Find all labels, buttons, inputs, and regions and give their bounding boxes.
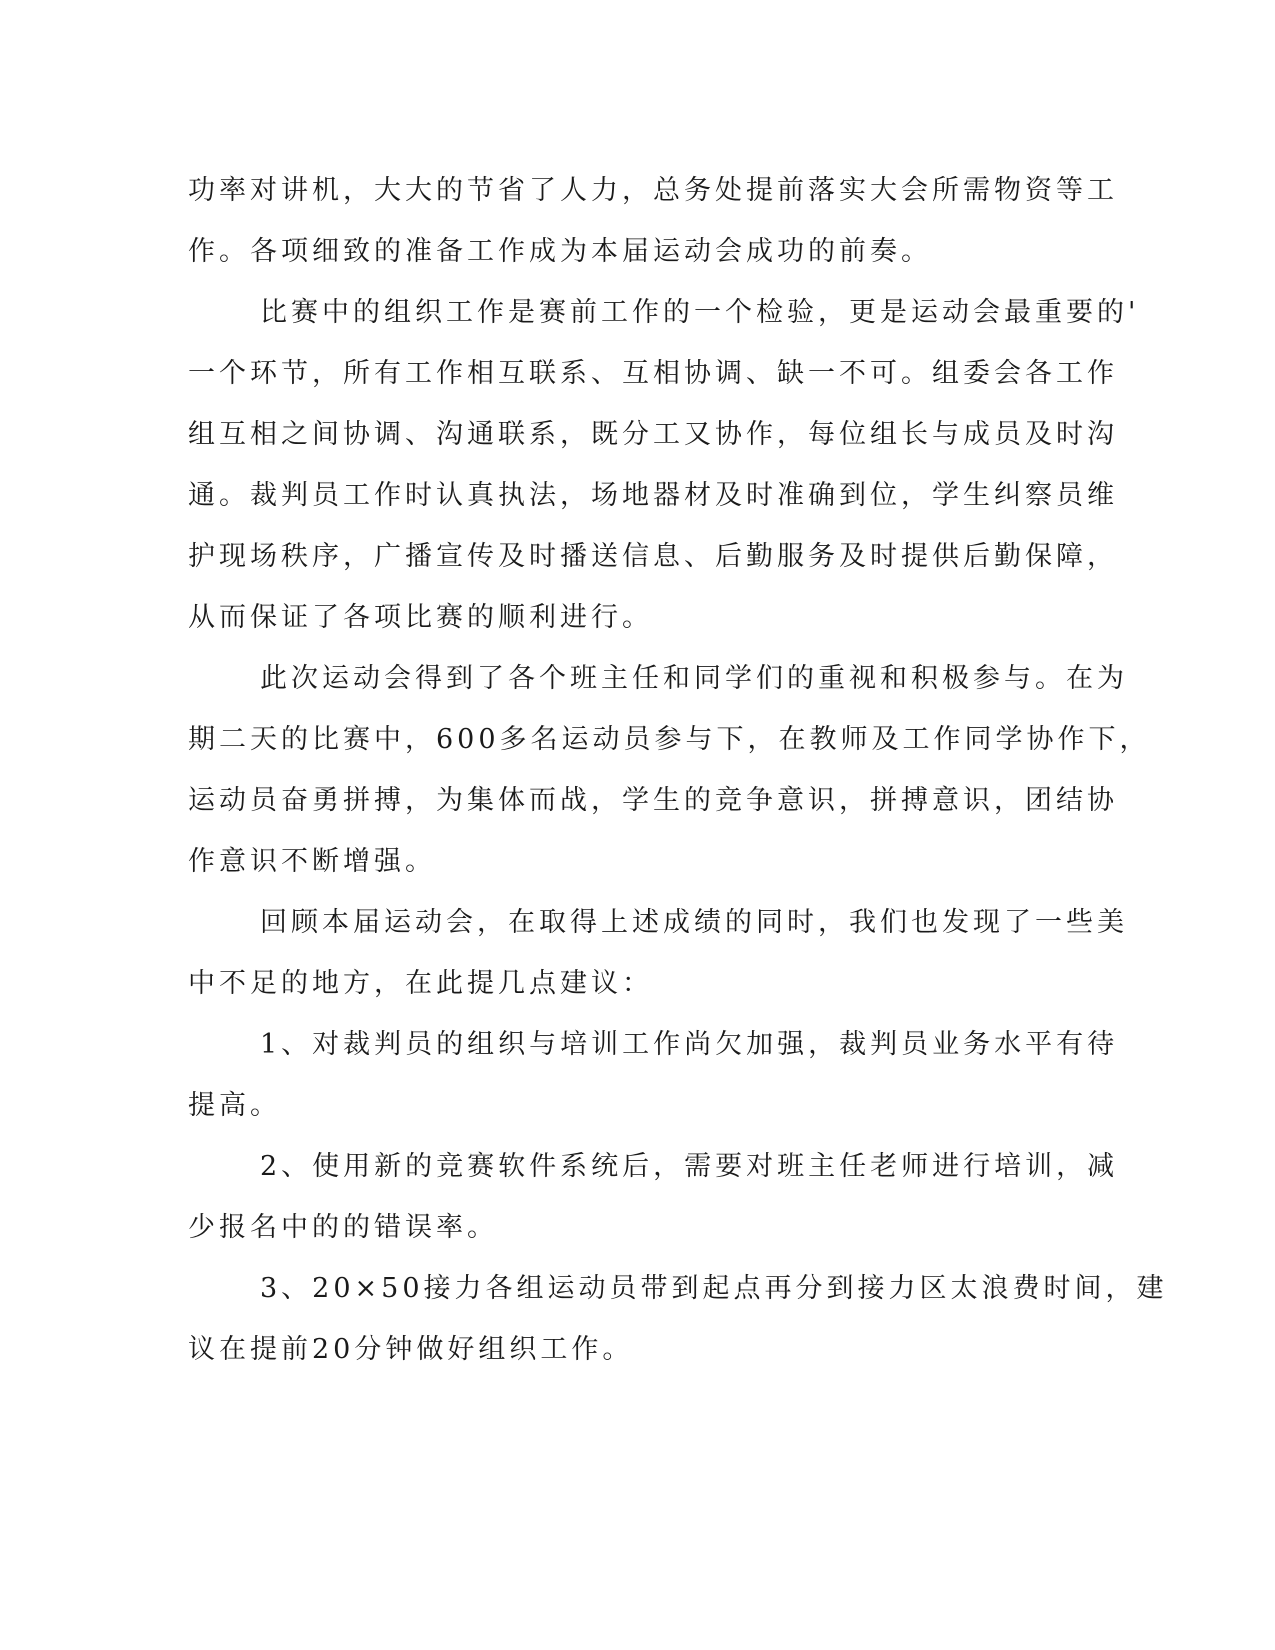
document-body	[188, 160, 1168, 1380]
text-line: 一个环节，所有工作相互联系、互相协调、缺一不可。组委会各工作	[188, 358, 1118, 389]
suggestion-item-3: 3、20×50接力各组运动员带到起点再分到接力区太浪费时间，建	[260, 1273, 1168, 1304]
text-line: 运动员奋勇拼搏，为集体而战，学生的竞争意识，拼搏意识，团结协	[188, 785, 1118, 816]
suggestion-item-2: 2、使用新的竞赛软件系统后，需要对班主任老师进行培训，减	[260, 1151, 1119, 1182]
text-line: 议在提前20分钟做好组织工作。	[188, 1334, 634, 1365]
text-line: 提高。	[188, 1090, 281, 1121]
paragraph-start-line: 此次运动会得到了各个班主任和同学们的重视和积极参与。在为	[260, 663, 1128, 694]
text-line: 护现场秩序，广播宣传及时播送信息、后勤服务及时提供后勤保障，	[188, 541, 1118, 572]
paragraph-start-line: 回顾本届运动会，在取得上述成绩的同时，我们也发现了一些美	[260, 907, 1128, 938]
text-line: 通。裁判员工作时认真执法，场地器材及时准确到位，学生纠察员维	[188, 480, 1118, 511]
suggestion-item-1: 1、对裁判员的组织与培训工作尚欠加强，裁判员业务水平有待	[260, 1029, 1119, 1060]
text-line: 作意识不断增强。	[188, 846, 436, 877]
paragraph-start-line: 比赛中的组织工作是赛前工作的一个检验，更是运动会最重要的'	[260, 297, 1140, 328]
text-line: 从而保证了各项比赛的顺利进行。	[188, 602, 653, 633]
text-line: 组互相之间协调、沟通联系，既分工又协作，每位组长与成员及时沟	[188, 419, 1118, 450]
text-line: 作。各项细致的准备工作成为本届运动会成功的前奏。	[188, 236, 932, 267]
text-line: 少报名中的的错误率。	[188, 1212, 498, 1243]
text-line: 期二天的比赛中，600多名运动员参与下，在教师及工作同学协作下，	[188, 724, 1151, 755]
text-line: 中不足的地方，在此提几点建议：	[188, 968, 653, 999]
text-line: 功率对讲机，大大的节省了人力，总务处提前落实大会所需物资等工	[188, 175, 1118, 206]
